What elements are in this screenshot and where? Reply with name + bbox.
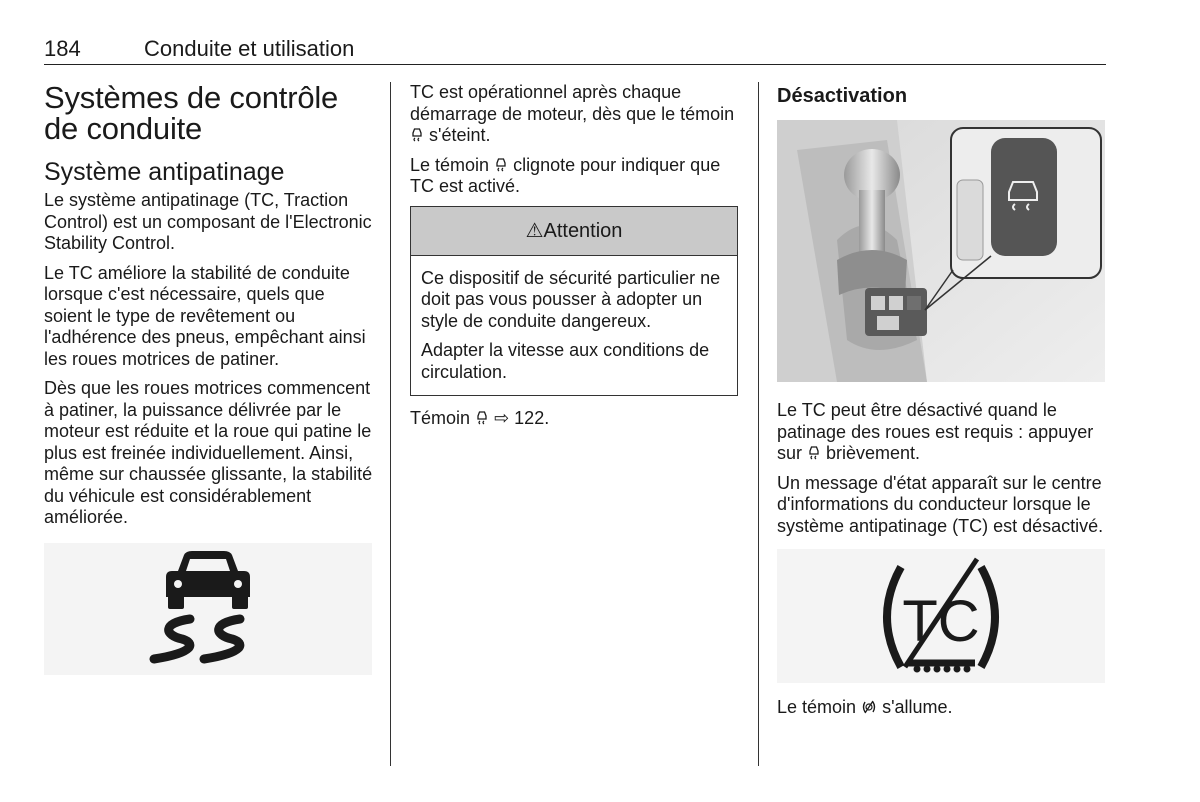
subsection-title: Système antipatinage [44,158,285,186]
column-3 [777,82,1107,727]
chapter-title: Conduite et utilisation [144,36,355,61]
warning-title: Attention [543,219,623,242]
column-1 [44,82,374,675]
traction-control-indicator-icon [807,445,821,461]
column-2 [410,82,740,438]
traction-control-indicator-icon [475,410,489,426]
warning-paragraph: Adapter la vitesse aux conditions de circulation. [421,340,710,382]
center-console-tc-button-photo [777,120,1105,382]
traction-control-figure [44,543,372,675]
column-divider [390,82,391,766]
paragraph: Dès que les roues motrices commencent à patiner, la puissance délivrée par le moteur est réduite et la roue qui patine le plus est freinée individuellement. Ainsi, même sur chaussée glissante, la stabilité du véhicule est considérablement améliorée. [44,378,373,527]
column-divider [758,82,759,766]
tc-off-label: TC [902,589,980,654]
paragraph: Le témoin clignote pour indiquer que TC est activé. [410,154,721,196]
tc-off-figure [777,549,1105,683]
arrow-icon: ⇨ [494,408,510,428]
cross-reference: Témoin ⇨ 122. [410,408,550,428]
page-reference[interactable]: 122. [514,408,550,428]
traction-control-indicator-icon [410,127,424,143]
paragraph: Le système antipatinage (TC, Traction Control) est un composant de l'Electronic Stability Control. [44,190,372,253]
paragraph: Le TC améliore la stabilité de conduite lorsque c'est nécessaire, quels que soient le type de revêtement ou l'adhérence des pneus, empêchant ainsi les roues motrices de patiner. [44,262,366,369]
traction-control-indicator-icon [494,157,508,173]
page-header [44,34,1106,65]
warning-triangle-icon: ⚠ [525,219,544,242]
section-heading: Désactivation [777,85,908,107]
paragraph: Le témoin s'allume. [777,697,953,717]
paragraph: TC est opérationnel après chaque démarrage de moteur, dès que le témoin s'éteint. [410,82,735,145]
paragraph: Un message d'état apparaît sur le centre d'informations du conducteur lorsque le système antipatinage (TC) est désactivé. [777,472,1104,536]
paragraph: Le TC peut être désactivé quand le patinage des roues est requis : appuyer sur brièvement. [777,400,1094,463]
page-number: 184 [44,36,81,61]
warning-header [411,207,737,256]
center-console-photo [777,120,1105,382]
tc-off-warning-icon [777,549,1105,683]
tc-off-indicator-icon [861,699,877,715]
section-title: Systèmes de contrôle de conduite [44,80,339,146]
warning-paragraph: Ce dispositif de sécurité particulier ne doit pas vous pousser à adopter un style de conduite dangereux. [421,267,721,331]
traction-control-car-icon [44,543,372,675]
warning-box [410,206,738,397]
